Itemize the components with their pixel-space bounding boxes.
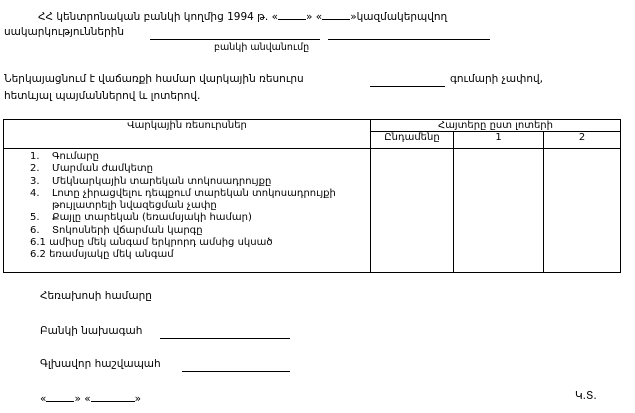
date-day-blank[interactable] xyxy=(46,390,74,402)
list-item: 1. Գումարը xyxy=(30,151,99,162)
amount-blank[interactable] xyxy=(370,75,445,87)
list-item: 3. Մեկնարկային տարեկան տոկոսադրույքը xyxy=(30,175,272,187)
intro-line-2: հետևյալ պայմաններով և լոտերով. xyxy=(4,90,201,102)
list-item: 6. Տոկոսների վճարման կարգը xyxy=(30,224,203,236)
bank-name-blank-2[interactable] xyxy=(328,28,490,40)
header-line-1: ՀՀ կենտրոնական բանկի կողմից 1994 թ. « » « »կազմակերպվող xyxy=(38,8,447,23)
date-line: « » « » xyxy=(40,390,141,405)
accountant-signature-blank[interactable] xyxy=(182,360,290,372)
header-bids: Հայտերը ըստ լոտերի xyxy=(371,120,621,132)
list-item: 2. Մարման ժամկետը xyxy=(30,163,153,175)
seal-label: Կ.Տ. xyxy=(575,390,597,402)
accountant-label: Գլխավոր հաշվապահ xyxy=(40,358,161,370)
lot-1-cell[interactable] xyxy=(454,149,544,273)
date-month-blank[interactable] xyxy=(91,390,135,402)
list-item-continuation: թույլատրելի նվազեցման չափը xyxy=(52,200,217,212)
lot-2-cell[interactable] xyxy=(544,149,621,273)
header-lot-2: 2 xyxy=(544,132,621,149)
phone-label: Հեռախոսի համարը xyxy=(40,290,152,302)
intro-line-1: Ներկայացնում է վաճառքի համար վարկային ռեսուրս xyxy=(4,73,304,85)
bank-name-blank[interactable] xyxy=(150,28,320,40)
header-total: Ընդամենը xyxy=(371,132,454,149)
resources-list-cell xyxy=(4,149,371,273)
sub-item: 6.2 եռամսյակը մեկ անգամ xyxy=(30,249,174,261)
header-line-2: սակարկություններին xyxy=(4,26,125,38)
month-blank[interactable] xyxy=(322,8,350,20)
intro-line-1-suffix: գումարի չափով, xyxy=(450,73,543,85)
list-item: 5. Քայլը տարեկան (եռամսյակի համար) xyxy=(30,212,252,224)
president-signature-blank[interactable] xyxy=(160,327,290,339)
sub-item: 6.1 ամիսը մեկ անգամ երկրորդ ամսից սկսած xyxy=(30,237,273,249)
header-resources: Վարկային ռեսուրսներ xyxy=(4,120,371,149)
resources-list xyxy=(6,151,368,262)
list-item: 4. Լոտը չիրացվելու դեպքում տարեկան տոկոսադրույքի xyxy=(30,187,336,199)
president-label: Բանկի նախագահ xyxy=(40,325,143,337)
bank-name-caption: բանկի անվանումը xyxy=(214,42,310,53)
total-cell[interactable] xyxy=(371,149,454,273)
loan-resources-table xyxy=(3,119,621,273)
header-lot-1: 1 xyxy=(454,132,544,149)
day-blank[interactable] xyxy=(278,8,306,20)
